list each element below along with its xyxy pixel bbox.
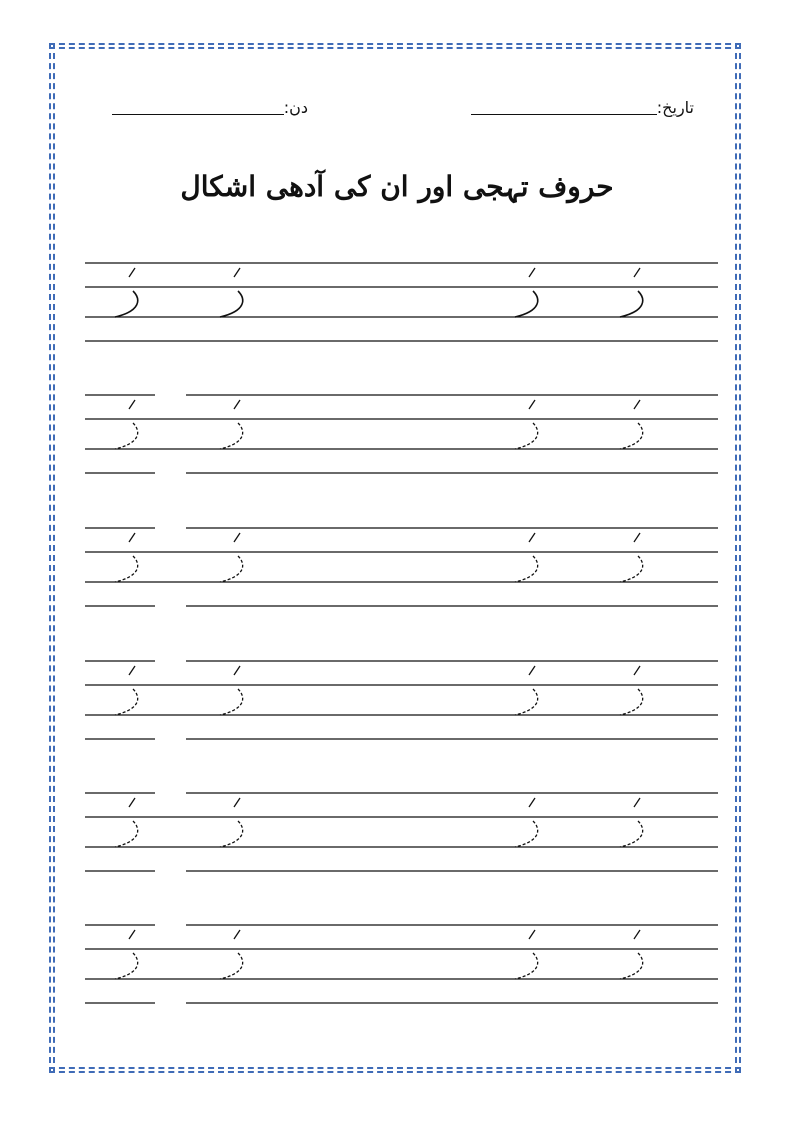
date-label: تاریخ:	[656, 98, 694, 117]
row-2-letter-4	[620, 400, 643, 449]
row-3-letter-2	[220, 533, 243, 582]
row-6-letter-3	[515, 930, 538, 979]
day-label: دن:	[283, 98, 308, 117]
row-3-letter-4	[620, 533, 643, 582]
row-4-letter-3	[515, 666, 538, 715]
row-1-letter-4	[620, 268, 643, 317]
row-5-letter-3	[515, 798, 538, 847]
row-2-letter-2	[220, 400, 243, 449]
row-2-letter-3	[515, 400, 538, 449]
row-4-letter-1	[115, 666, 138, 715]
page-title: حروف تہجی اور ان کی آدھی اشکال	[180, 170, 614, 203]
row-6-letter-4	[620, 930, 643, 979]
row-4-letter-2	[220, 666, 243, 715]
row-1-letter-3	[515, 268, 538, 317]
row-4-letter-4	[620, 666, 643, 715]
row-5-letter-1	[115, 798, 138, 847]
row-1-letter-2	[220, 268, 243, 317]
row-3-letter-1	[115, 533, 138, 582]
row-3-letter-3	[515, 533, 538, 582]
row-2-letter-1	[115, 400, 138, 449]
row-1-letter-1	[115, 268, 138, 317]
row-5-letter-4	[620, 798, 643, 847]
row-6-letter-1	[115, 930, 138, 979]
row-5-letter-2	[220, 798, 243, 847]
row-6-letter-2	[220, 930, 243, 979]
